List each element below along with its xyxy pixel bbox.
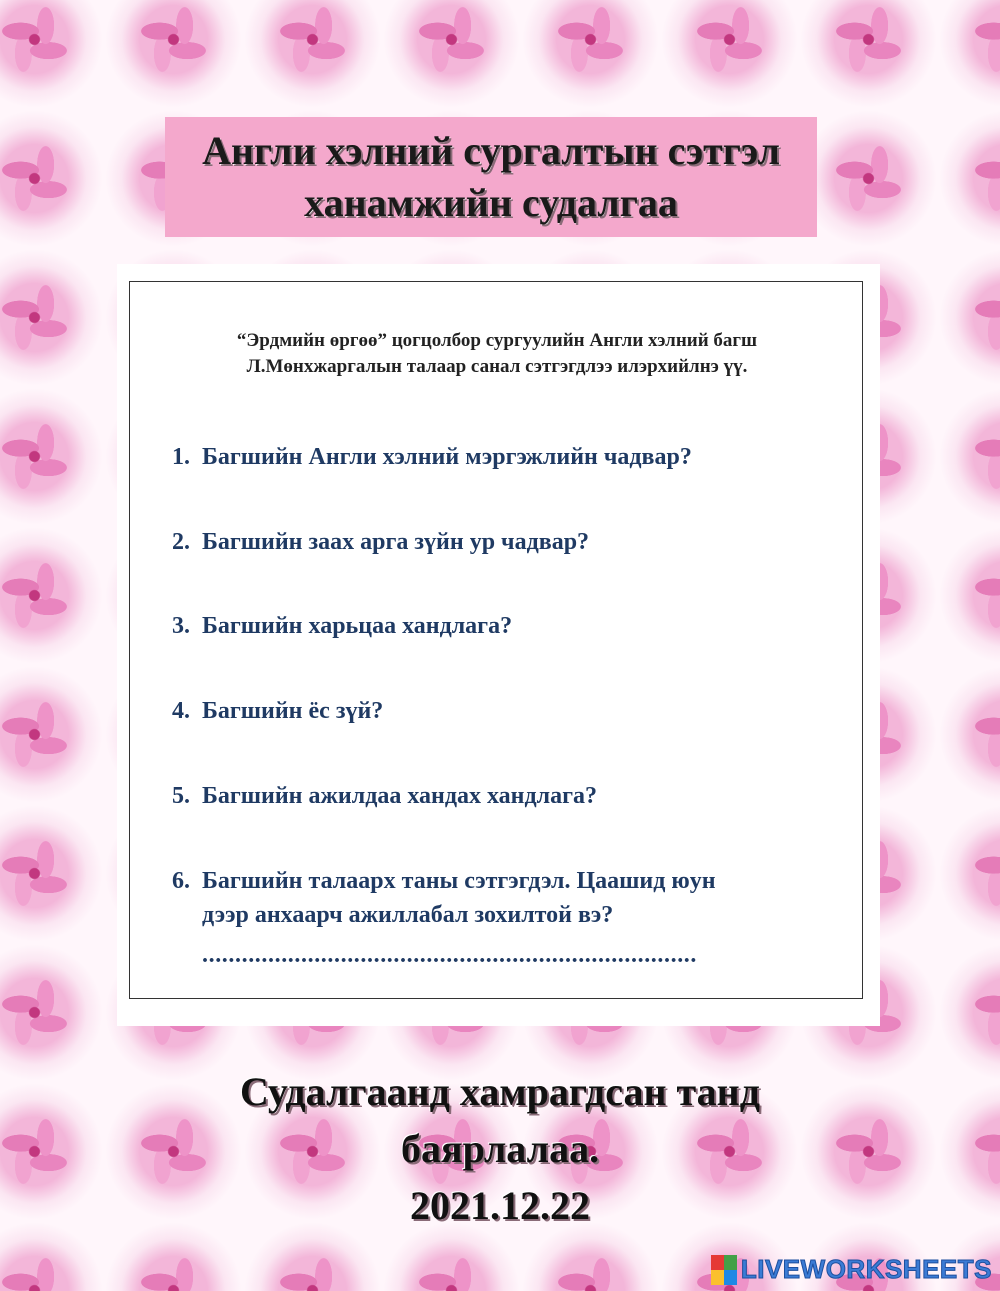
question-text: Багшийн заах арга зүйн ур чадвар? (202, 529, 590, 555)
question-number: 4. (172, 698, 190, 724)
intro-line-1: “Эрдмийн өргөө” цогцолбор сургуулийн Англи хэлний багш (236, 330, 758, 351)
question-number: 1. (172, 444, 190, 470)
liveworksheets-watermark (711, 1254, 992, 1285)
intro-line-2: Л.Мөнхжаргалын талаар санал сэтгэгдлээ илэрхийлнэ үү. (246, 356, 748, 377)
question-text-continued: дээр анхаарч ажиллабал зохилтой вэ? (202, 902, 614, 928)
survey-date: 2021.12.22 (410, 1183, 590, 1228)
question-text: Багшийн талаарх таны сэтгэгдэл. Цаашид юун (202, 868, 716, 894)
question-text: Багшийн ёс зүй? (202, 698, 384, 724)
liveworksheets-logo-icon (711, 1255, 737, 1285)
title-banner (165, 117, 817, 237)
question-number: 5. (172, 783, 190, 809)
question-4 (172, 694, 383, 728)
page-title-line-2: ханамжийн судалгаа (304, 180, 678, 225)
question-number: 3. (172, 613, 190, 639)
question-text: Багшийн Англи хэлний мэргэжлийн чадвар? (202, 444, 692, 470)
question-2 (172, 525, 589, 559)
question-number: 2. (172, 529, 190, 555)
question-3 (172, 609, 512, 643)
thank-you-message (0, 1063, 1000, 1234)
page-title-line-1: Англи хэлний сургалтын сэтгэл (202, 128, 780, 173)
question-1 (172, 440, 692, 474)
question-5 (172, 779, 597, 813)
answer-field[interactable]: ........................................................................... (202, 942, 697, 968)
thanks-line-1: Судалгаанд хамрагдсан танд (240, 1069, 760, 1114)
question-text: Багшийн ажилдаа хандах хандлага? (202, 783, 598, 809)
survey-intro (130, 328, 864, 380)
question-number: 6. (172, 868, 190, 894)
question-6 (172, 864, 716, 932)
watermark-text: LIVEWORKSHEETS (740, 1254, 992, 1284)
thanks-line-2: баярлалаа. (400, 1126, 600, 1171)
survey-card (129, 281, 863, 999)
question-text: Багшийн харьцаа хандлага? (202, 613, 513, 639)
